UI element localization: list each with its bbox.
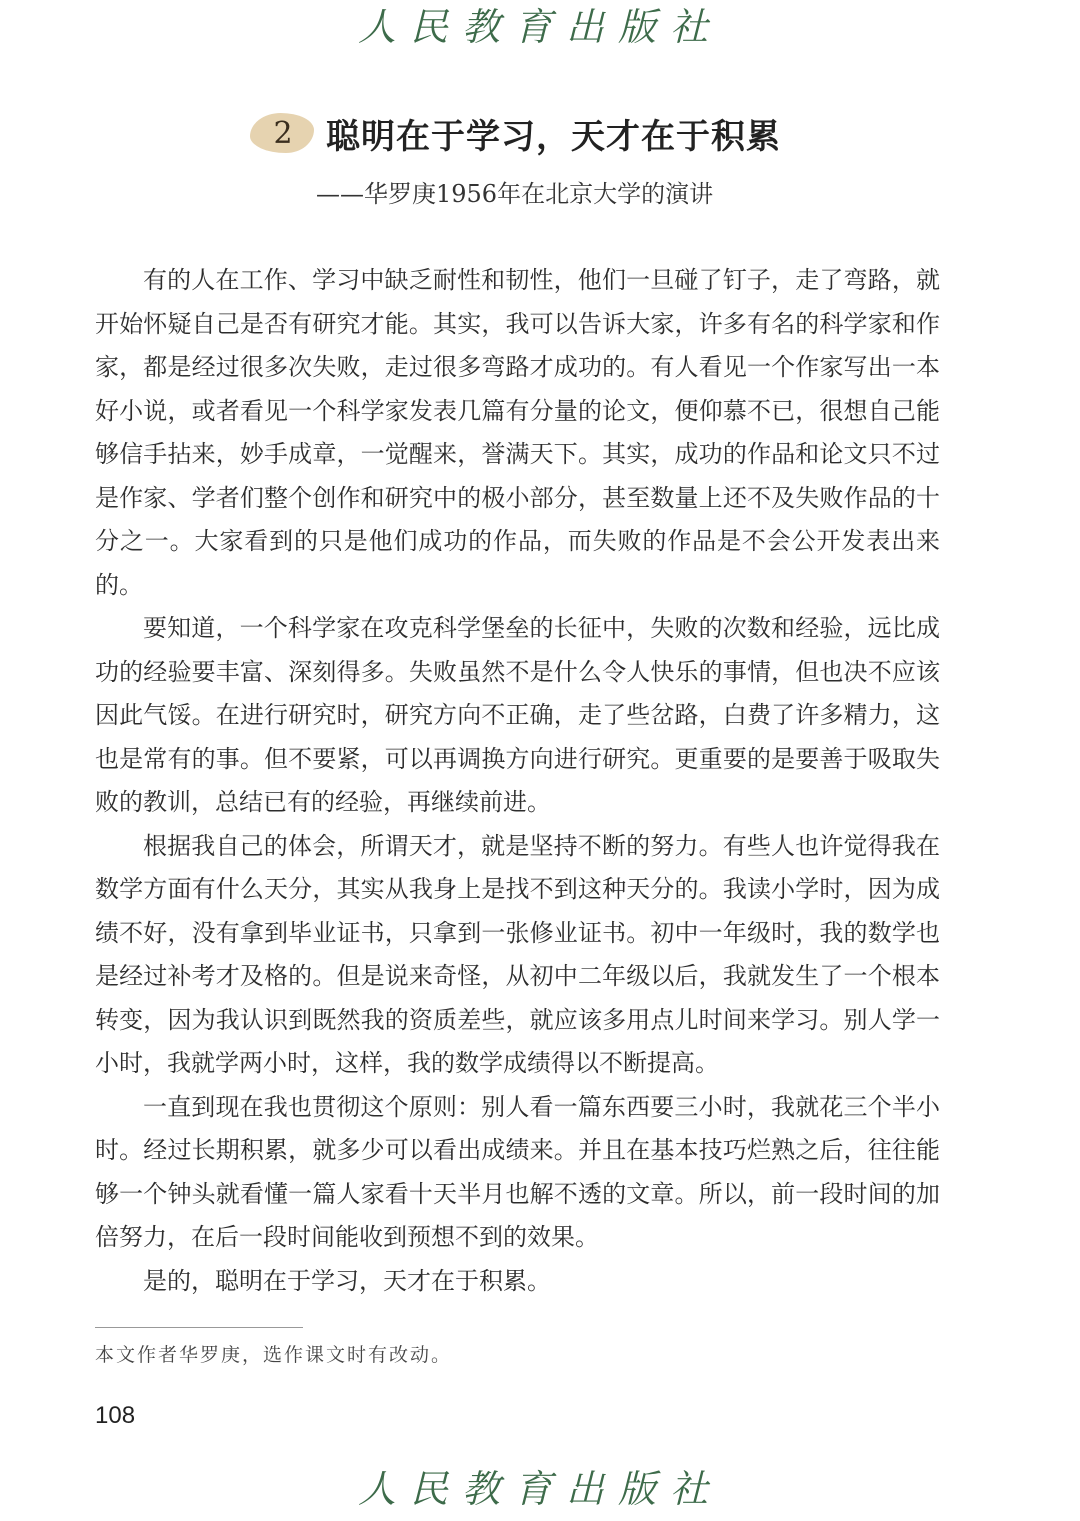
publisher-footer-logo: 人民教育出版社 [357,1467,722,1511]
lesson-heading [250,108,781,158]
article-body [95,259,940,1303]
publisher-header-logo: 人民教育出版社 [357,5,722,49]
lesson-number-badge [250,111,316,155]
paragraph-5: 是的，聪明在于学习，天才在于积累。 [143,1266,551,1295]
footnote-divider [95,1327,303,1328]
lesson-number: 2 [273,115,293,151]
paragraph-1: 有的人在工作、学习中缺乏耐性和韧性，他们一旦碰了钉子，走了弯路，就开始怀疑自己是否有研究才能。其实，我可以告诉大家，许多有名的科学家和作家，都是经过很多次失败，走过很多弯路才成功的。有人看见一个作家写出一本好小说，或者看见一个科学家发表几篇有分量的论文，便仰慕不已，很想自己能够信手拈来，妙手成章，一觉醒来，誉满天下。其实，成功的作品和论文只不过是作家、学者们整个创作和研究中的极小部分，甚至数量上还不及失败作品的十分之一。大家看到的只是他们成功的作品，而失败的作品是不会公开发表出来的。 [95,266,940,599]
paragraph-2: 要知道，一个科学家在攻克科学堡垒的长征中，失败的次数和经验，远比成功的经验要丰富、深刻得多。失败虽然不是什么令人快乐的事情，但也决不应该因此气馁。在进行研究时，研究方向不正确，走了些岔路，白费了许多精力，这也是常有的事。但不要紧，可以再调换方向进行研究。更重要的是要善于吸取失败的教训，总结已有的经验，再继续前进。 [95,614,940,816]
lesson-subtitle: ——华罗庚1956年在北京大学的演讲 [316,180,714,208]
paragraph-3: 根据我自己的体会，所谓天才，就是坚持不断的努力。有些人也许觉得我在数学方面有什么天分，其实从我身上是找不到这种天分的。我读小学时，因为成绩不好，没有拿到毕业证书，只拿到一张修业证书。初中一年级时，我的数学也是经过补考才及格的。但是说来奇怪，从初中二年级以后，我就发生了一个根本转变，因为我认识到既然我的资质差些，就应该多用点儿时间来学习。别人学一小时，我就学两小时，这样，我的数学成绩得以不断提高。 [95,831,940,1077]
lesson-title: 聪明在于学习，天才在于积累 [326,116,781,157]
paragraph-4: 一直到现在我也贯彻这个原则：别人看一篇东西要三小时，我就花三个半小时。经过长期积累，就多少可以看出成绩来。并且在基本技巧烂熟之后，往往能够一个钟头就看懂一篇人家看十天半月也解不透的文章。所以，前一段时间的加倍努力，在后一段时间能收到预想不到的效果。 [95,1092,940,1251]
page-number: 108 [95,1402,136,1429]
footnote: 本文作者华罗庚，选作课文时有改动。 [95,1344,453,1366]
